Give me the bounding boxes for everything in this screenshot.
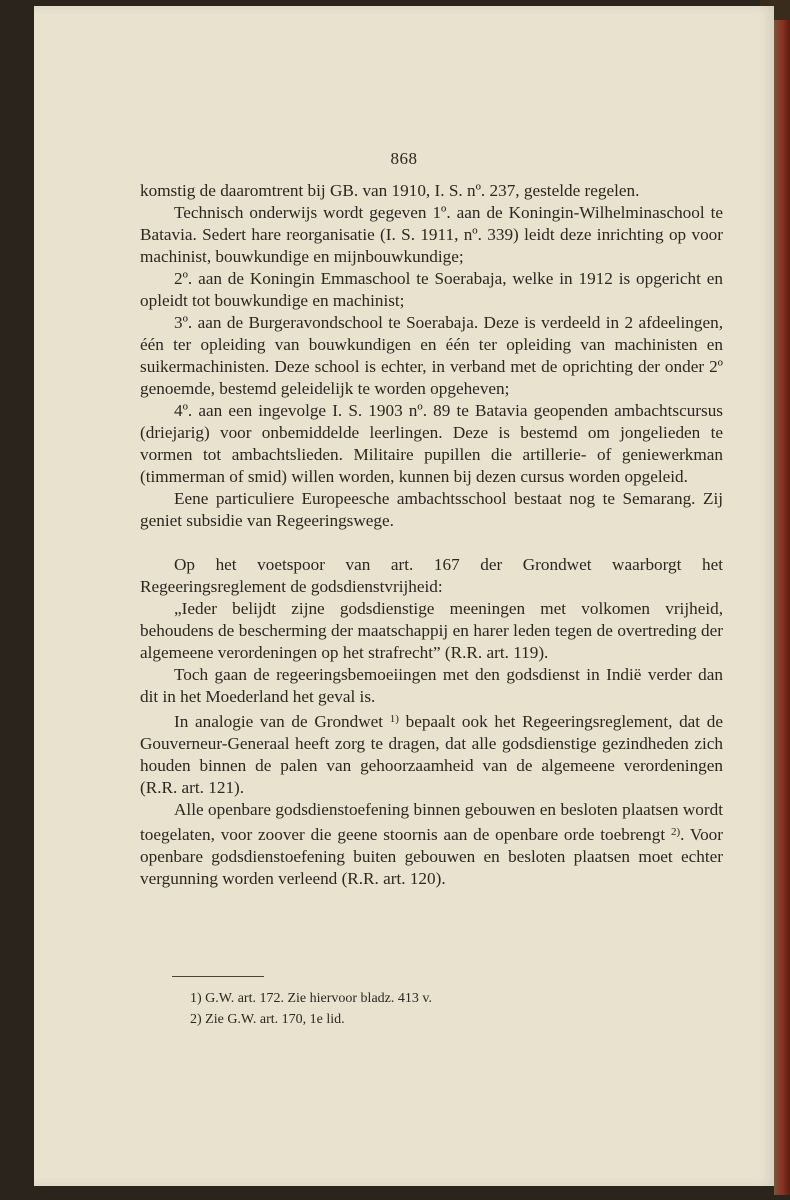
body-text [140, 180, 723, 890]
paragraph-technical-education: Technisch onderwijs wordt gegeven 1º. aan de Koningin-Wilhelminaschool te Batavia. Sedert hare reorganisatie (I. S. 1911, nº. 339) leidt deze inrichting op voor machinist, bouwkundige en mijnbouwkundige; [140, 203, 723, 266]
footnote-1: 1) G.W. art. 172. Zie hiervoor bladz. 413 v. [190, 991, 432, 1006]
godsdienst-text-start: Alle openbare godsdienstoefening binnen gebouwen en besloten plaatsen wordt toegelaten, voor zoover die geene stoornis aan de openbare orde toebrengt [140, 800, 723, 844]
paragraph-ambachtscursus: 4º. aan een ingevolge I. S. 1903 nº. 89 te Batavia geopenden ambachtscursus (driejarig) voor onbemiddelde leerlingen. Deze is bestemd om jongelieden te vormen tot ambachtslieden. Militaire pupillen die artillerie- of geniewerkman (timmerman of smid) willen worden, kunnen bij dezen cursus worden opgeleid. [140, 401, 723, 486]
analogie-text-end: bepaalt ook het Regeeringsreglement, dat de Gouverneur-Generaal heeft zorg te dragen, dat alle godsdienstige gezindheden zich houden binnen de palen van gehoorzaamheid van de algemeene verordeningen (R.R. art. 121). [140, 712, 723, 797]
footnote-divider [172, 976, 264, 977]
section-gap [140, 532, 723, 554]
paragraph-ambachtsschool: Eene particuliere Europeesche ambachtsschool bestaat nog te Semarang. Zij geniet subsidie van Regeeringswege. [140, 489, 723, 530]
footnote-ref-2: 2) [670, 826, 681, 838]
paragraph-regeeringsbemoeiingen: Toch gaan de regeeringsbemoeiingen met den godsdienst in Indië verder dan dit in het Moederland het geval is. [140, 665, 723, 706]
page-number: 868 [390, 149, 418, 168]
analogie-text-start: In analogie van de Grondwet [174, 712, 384, 731]
paragraph-emmaschool: 2º. aan de Koningin Emmaschool te Soerabaja, welke in 1912 is opgericht en opleidt tot bouwkundige en machinist; [140, 269, 723, 310]
paragraph-godsdienstoefening [140, 799, 723, 890]
paragraph-continuation: komstig de daaromtrent bij GB. van 1910, I. S. nº. 237, gestelde regelen. [140, 181, 640, 200]
footnotes [190, 988, 710, 1030]
footnote-ref-1: 1) [389, 713, 399, 725]
paragraph-burgeravondschool: 3º. aan de Burgeravondschool te Soerabaja. Deze is verdeeld in 2 afdeelingen, één ter opleiding van bouwkundigen en één ter opleiding van machinisten en suikermachinisten. Deze school is echter, in verband met de oprichting der onder 2º genoemde, bestemd geleidelijk te worden opgeheven; [140, 313, 723, 398]
paragraph-quote: „Ieder belijdt zijne godsdienstige meeningen met volkomen vrijheid, behoudens de bescherming der maatschappij en harer leden tegen de overtreding der algemeene verordeningen op het strafrecht” (R.R. art. 119). [140, 599, 723, 662]
godsdienst-text-end: . Voor openbare godsdienstoefening buiten gebouwen en besloten plaatsen moet echter vergunning worden verleend (R.R. art. 120). [140, 825, 723, 888]
footnote-2: 2) Zie G.W. art. 170, 1e lid. [190, 1012, 345, 1027]
paragraph-grondwet: Op het voetspoor van art. 167 der Grondwet waarborgt het Regeeringsreglement de godsdienstvrijheid: [140, 555, 723, 596]
paragraph-analogie [140, 708, 723, 799]
book-spine-edge [774, 20, 790, 1195]
